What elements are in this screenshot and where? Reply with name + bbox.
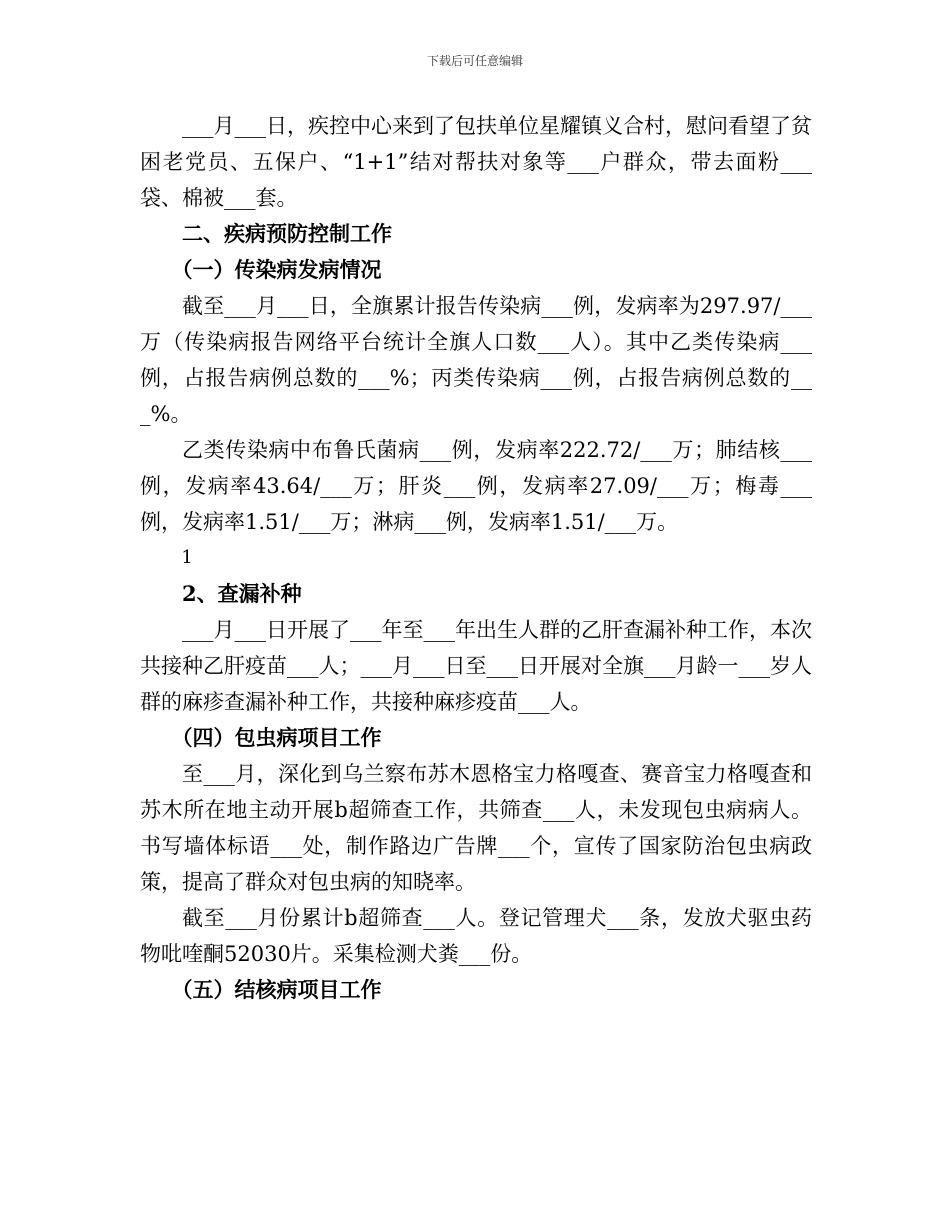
- paragraph-class-b-diseases: 乙类传染病中布鲁氏菌病___例，发病率222.72/___万；肺结核___例，发病率43.64/___万；肝炎___例，发病率27.09/___万；梅毒___例，发病率1.51/___万；淋病___例，发病率1.51/___万。: [140, 438, 812, 534]
- paragraph-echinococcosis-totals: 截至___月份累计b超筛查___人。登记管理犬___条，发放犬驱虫药物吡喹酮52030片。采集检测犬粪___份。: [140, 906, 812, 966]
- paragraph-echinococcosis-screening: 至___月，深化到乌兰察布苏木恩格宝力格嘎查、赛音宝力格嘎查和苏木所在地主动开展b超筛查工作，共筛查___人，未发现包虫病病人。书写墙体标语___处，制作路边广告牌___个，宣传了国家防治包虫病政策，提高了群众对包虫病的知晓率。: [140, 762, 812, 894]
- paragraph-infectious-summary: 截至___月___日，全旗累计报告传染病___例，发病率为297.97/___万（传染病报告网络平台统计全旗人口数___人）。其中乙类传染病___例，占报告病例总数的___%；丙类传染病___例，占报告病例总数的___%。: [140, 294, 812, 426]
- section-heading-disease-control: 二、疾病预防控制工作: [182, 221, 392, 246]
- document-body: [140, 108, 812, 1008]
- paragraph-catch-up-vaccination: ___月___日开展了___年至___年出生人群的乙肝查漏补种工作，本次共接种乙肝疫苗___人；___月___日至___日开展对全旗___月龄一___岁人群的麻疹查漏补种工作，共接种麻疹疫苗___人。: [140, 618, 812, 714]
- subsection-heading-catch-up-vaccination: 2、查漏补种: [182, 581, 302, 606]
- subsection-heading-infectious-disease: （一）传染病发病情况: [171, 257, 382, 282]
- page-header: 下载后可任意编辑: [426, 54, 523, 68]
- page-number: 1: [181, 547, 193, 568]
- subsection-heading-echinococcosis: （四）包虫病项目工作: [171, 725, 382, 750]
- subsection-heading-tuberculosis: （五）结核病项目工作: [171, 977, 382, 1002]
- paragraph-visit: ___月___日，疾控中心来到了包扶单位星耀镇义合村，慰问看望了贫困老党员、五保户、“1+1”结对帮扶对象等___户群众，带去面粉___袋、棉被___套。: [140, 114, 812, 210]
